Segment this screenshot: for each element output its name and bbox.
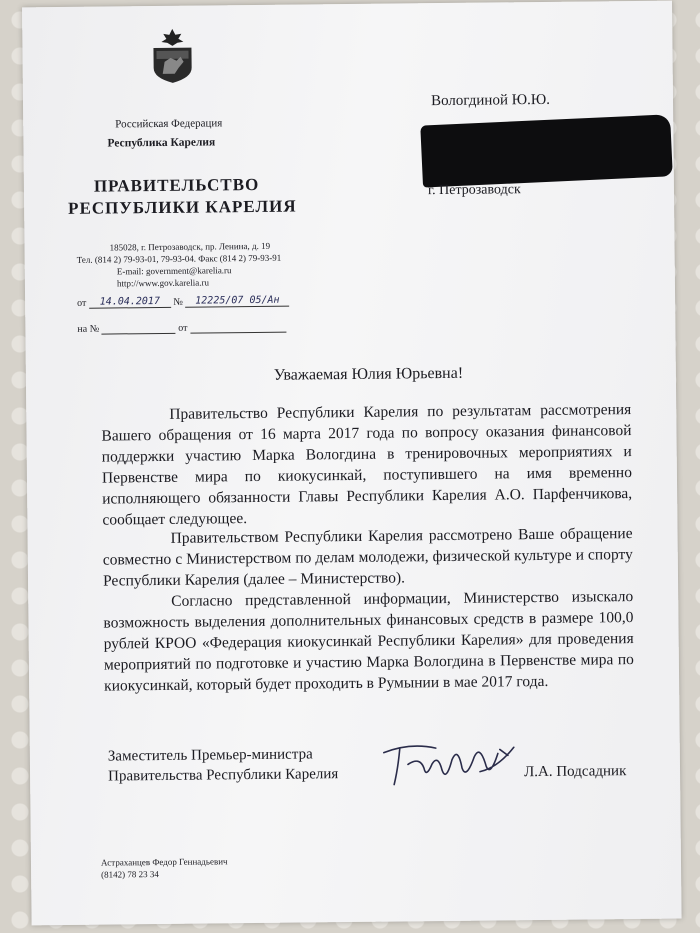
handwritten-signature bbox=[380, 737, 521, 793]
ref-from-label: от bbox=[178, 322, 188, 334]
letter-sheet bbox=[22, 1, 682, 926]
org-name-line1: ПРАВИТЕЛЬСТВО bbox=[93, 174, 260, 196]
signer-title-line1: Заместитель Премьер-министра bbox=[107, 746, 313, 765]
recipient-name: Вологдиной Ю.Ю. bbox=[430, 91, 551, 110]
letterhead-website: http://www.gov.karelia.ru bbox=[116, 277, 210, 289]
coat-of-arms-emblem bbox=[150, 28, 195, 84]
reg-from-label: от bbox=[77, 297, 87, 309]
greeting: Уважаемая Юлия Юрьевна! bbox=[273, 364, 464, 384]
recipient-city: г. Петрозаводск bbox=[427, 182, 521, 199]
letterhead-region: Республика Карелия bbox=[107, 136, 216, 150]
body-paragraph-3: Согласно представленной информации, Министерство изыскало возможность выделения дополнительных финансовых средств в размере 100,0 рублей КРОО «Федерация киокусинкай Республики Карелия» для проведения мероприятий по подготовке и участию Марка Вологдина в Первенстве мира по киокусинкай, который будет проходить в Румынии в мае 2017 года. bbox=[103, 588, 634, 695]
signer-name: Л.А. Подсадник bbox=[523, 763, 627, 781]
reference-line bbox=[77, 322, 286, 335]
signer-title-line2: Правительства Республики Карелия bbox=[107, 766, 339, 785]
letterhead-phones: Тел. (814 2) 79-93-01, 79-93-04. Факс (814 2) 79-93-91 bbox=[76, 252, 282, 265]
redacted-address-block bbox=[420, 114, 673, 187]
executor-name: Астраханцев Федор Геннадьевич bbox=[100, 856, 228, 868]
letterhead-address: 185028, г. Петрозаводск, пр. Ленина, д. 19 bbox=[109, 240, 271, 253]
executor-phone: (8142) 78 23 34 bbox=[101, 869, 159, 880]
reg-number: 12225/07 05/Ан bbox=[195, 294, 280, 307]
reg-number-label: № bbox=[173, 296, 183, 308]
letterhead-email: E-mail: government@karelia.ru bbox=[116, 265, 232, 277]
body-paragraph-1: Правительство Республики Карелия по результатам рассмотрения Вашего обращения от 16 марта 2017 года по вопросу оказания финансовой поддержки участию Марка Вологдина в тренировочных мероприятиях и Первенстве мира по киокусинкай, поступившего на имя временно исполняющего обязанности Главы Республики Карелия А.О. Парфенчикова, сообщает следующее. bbox=[101, 401, 633, 529]
org-name-line2: РЕСПУБЛИКИ КАРЕЛИЯ bbox=[68, 196, 297, 218]
registration-line bbox=[77, 295, 289, 309]
ref-number-label: на № bbox=[77, 323, 100, 335]
reg-date: 14.04.2017 bbox=[99, 295, 161, 308]
letterhead-country: Российская Федерация bbox=[115, 117, 223, 131]
body-paragraph-2: Правительством Республики Карелия рассмотрено Ваше обращение совместно с Министерством по делам молодежи, физической культуре и спорту Республики Карелия (далее – Министерство). bbox=[102, 525, 633, 590]
